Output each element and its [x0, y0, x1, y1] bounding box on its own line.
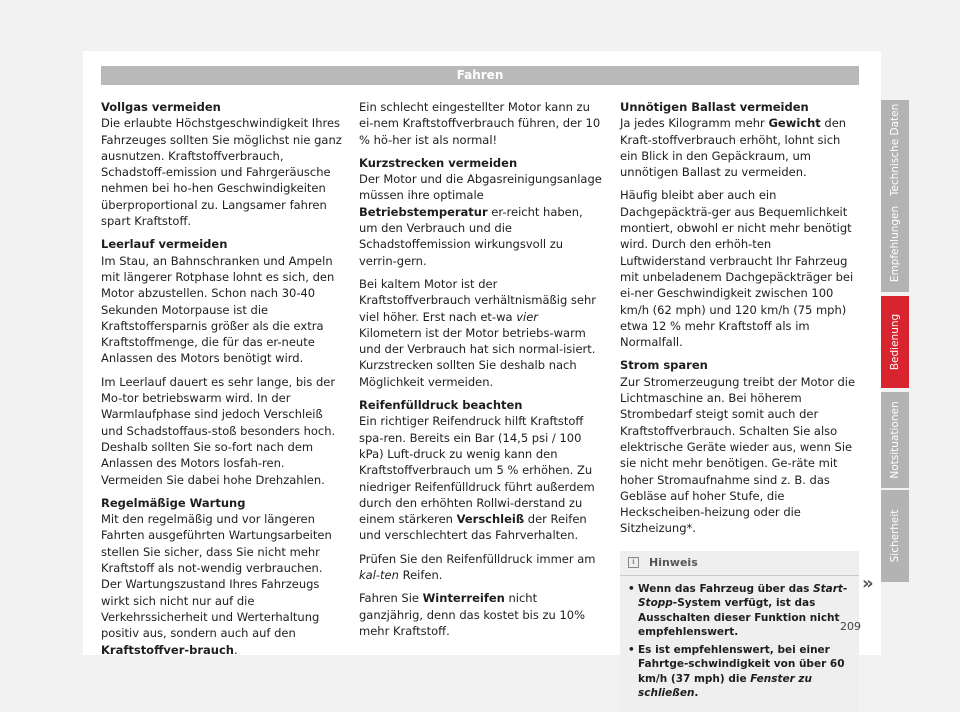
text: der Reifen und verschlechtert das Fahrverhalten.	[359, 512, 587, 543]
tab-label: Technische Daten	[889, 103, 901, 197]
page-number: 209	[840, 620, 861, 633]
text: den Kraft-stoffverbrauch erhöht, lohnt sich ein Blick in den Gepäckraum, um unnötigen Ballast zu vermeiden.	[620, 116, 847, 180]
paragraph	[101, 511, 344, 658]
text: Es ist empfehlenswert, bei einer Fahrtge-schwindigkeit von über 60 km/h (37 mph) die	[638, 643, 845, 685]
heading-reifenfuelldruck: Reifenfülldruck beachten	[359, 398, 523, 413]
bold-text: Verschleiß	[456, 512, 525, 527]
text: Kilometern ist der Motor betriebs-warm und der Verbrauch hat sich normal-isiert. Kurzstrecken sollten Sie deshalb nach Möglichkeit vermeiden.	[359, 325, 596, 389]
paragraph	[359, 171, 603, 269]
text: .	[234, 642, 238, 657]
tab-label: Notsituationen	[889, 401, 901, 479]
heading-wartung: Regelmäßige Wartung	[101, 495, 246, 510]
text: Reifen.	[398, 568, 443, 583]
paragraph	[359, 413, 603, 543]
italic-text: kal-ten	[359, 568, 399, 583]
text: Ja jedes Kilogramm mehr	[620, 116, 769, 131]
italic-text: vier	[516, 309, 539, 324]
tab-technische-daten[interactable]	[881, 100, 909, 200]
italic-text: Start-Stopp-	[638, 582, 848, 610]
paragraph	[359, 276, 603, 390]
section-header: Fahren	[101, 66, 859, 85]
text: Wenn das Fahrzeug über das	[638, 582, 814, 595]
text: .	[694, 687, 699, 700]
hint-header	[620, 551, 859, 576]
bold-text: Betriebstemperatur	[359, 204, 488, 219]
text: Ein richtiger Reifendruck hilft Kraftstoff spa-ren. Bereits ein Bar (14,5 psi / 100 kPa) Luft-druck zu wenig kann den Kraftstoffverbrauch um 5 % erhöhen. Zu niedriger Reifenfülldruck führt außerdem durch den erhöhten Rollwi-derstand zu einem stärkeren	[359, 414, 595, 527]
tab-empfehlungen[interactable]	[881, 196, 909, 292]
heading-strom-sparen: Strom sparen	[620, 358, 708, 373]
text: System verfügt, ist das Ausschalten dieser Funktion nicht empfehlenswert.	[638, 597, 840, 639]
paragraph: Ein schlecht eingestellter Motor kann zu ei-nem Kraftstoffverbrauch führen, der 10 % hö-her ist als normal!	[359, 100, 601, 147]
paragraph	[359, 590, 603, 639]
heading-ballast: Unnötigen Ballast vermeiden	[620, 100, 809, 114]
tab-label: Sicherheit	[889, 509, 901, 563]
paragraph: Im Leerlauf dauert es sehr lange, bis der Mo-tor betriebswarm wird. In der Warmlaufphase sind jedoch Verschleiß und Schadstoffaus-stoß besonders hoch. Deshalb sollten Sie so-fort nach dem Anlassen des Motors losfah-ren. Vermeiden Sie dabei hohe Drehzahlen.	[101, 374, 336, 487]
hint-body	[620, 576, 859, 712]
text: Bei kaltem Motor ist der Kraftstoffverbrauch verhältnismäßig sehr viel höher. Erst nach et-wa	[359, 276, 597, 324]
column-middle	[359, 99, 603, 646]
hint-box	[620, 551, 859, 712]
tab-label: Bedienung	[889, 313, 901, 371]
bold-text: Kraftstoffver-brauch	[101, 642, 234, 657]
text: er-reicht haben, um den Verbrauch und die Schadstoffemission wirkungsvoll zu verrin-gern.	[359, 204, 583, 268]
continue-arrow-icon[interactable]: »	[862, 573, 874, 594]
paragraph: Im Stau, an Bahnschranken und Ampeln mit längerer Rotphase lohnt es sich, den Motor abzustellen. Schon nach 30-40 Sekunden Motorpause ist die Kraftstoffersparnis größer als die extra Kraftstoffmenge, die für das er-neute Anlassen des Motors benötigt wird.	[101, 253, 335, 366]
tab-label: Empfehlungen	[889, 205, 901, 283]
bold-text: Winterreifen	[422, 591, 505, 606]
info-icon: i	[628, 557, 639, 568]
text: Prüfen Sie den Reifenfülldruck immer am	[359, 551, 596, 566]
column-right	[620, 99, 859, 712]
text: nicht ganzjährig, denn das kostet bis zu 10% mehr Kraftstoff.	[359, 591, 586, 638]
heading-vollgas: Vollgas vermeiden	[101, 100, 221, 114]
text: Fahren Sie	[359, 591, 423, 606]
paragraph	[359, 551, 603, 584]
hint-item	[628, 643, 851, 701]
heading-kurzstrecken: Kurzstrecken vermeiden	[359, 155, 518, 170]
italic-text: Fenster zu schließen	[638, 672, 812, 700]
tab-bedienung[interactable]	[881, 296, 909, 388]
paragraph	[620, 115, 859, 180]
text: Mit den regelmäßig und vor längeren Fahrten ausgeführten Wartungsarbeiten stellen Sie sicher, dass Sie nicht mehr Kraftstoff als not-wendig verbrauchen. Der Wartungszustand Ihres Fahrzeugs wirkt sich nicht nur auf die Verkehrssicherheit und Werterhaltung positiv aus, sondern auch auf den	[101, 512, 332, 641]
text: Der Motor und die Abgasreinigungsanlage müssen ihre optimale	[359, 172, 602, 203]
tab-notsituationen[interactable]	[881, 392, 909, 488]
heading-leerlauf: Leerlauf vermeiden	[101, 237, 228, 252]
tab-sicherheit[interactable]	[881, 490, 909, 582]
paragraph: Häufig bleibt aber auch ein Dachgepäckträ-ger aus Bequemlichkeit montiert, obwohl er nicht mehr benötigt wird. Durch den erhöh-ten Luftwiderstand verbraucht Ihr Fahrzeug mit unbeladenem Dachgepäckträger bei ei-ner Geschwindigkeit zwischen 100 km/h (62 mph) und 120 km/h (75 mph) etwa 12 % mehr Kraftstoff als im Normalfall.	[620, 188, 854, 350]
column-left	[101, 99, 344, 665]
bold-text: Gewicht	[768, 116, 821, 131]
hint-item	[628, 582, 851, 640]
paragraph: Zur Stromerzeugung treibt der Motor die Lichtmaschine an. Bei höherem Strombedarf steigt somit auch der Kraftstoffverbrauch. Schalten Sie also elektrische Geräte wieder aus, wenn Sie sie nicht mehr benötigen. Ge-räte mit hoher Stromaufnahme sind z. B. das Gebläse auf hoher Stufe, die Heckscheiben-heizung oder die Sitzheizung*.	[620, 374, 856, 536]
paragraph: Die erlaubte Höchstgeschwindigkeit Ihres Fahrzeuges sollten Sie möglichst nie ganz ausnutzen. Kraftstoffverbrauch, Schadstoff-emission und Fahrgeräusche nehmen bei ho-hen Geschwindigkeiten überproportional zu. Langsamer fahren spart Kraftstoff.	[101, 116, 342, 229]
hint-title: Hinweis	[649, 555, 698, 569]
